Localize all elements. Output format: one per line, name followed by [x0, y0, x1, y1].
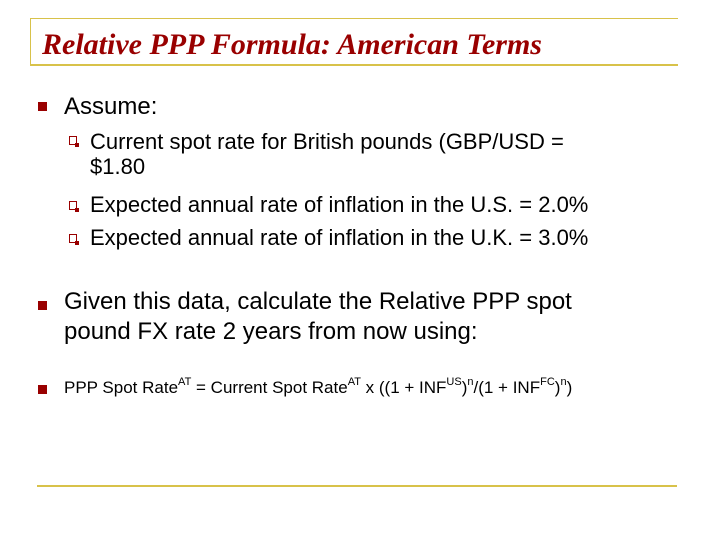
bottom-rule: [37, 485, 677, 487]
title-frame-left-rule: [30, 18, 31, 64]
ppp-formula: [64, 377, 572, 399]
formula-superscript: US: [446, 376, 462, 389]
formula-part: PPP Spot Rate: [64, 378, 179, 397]
bullet-square-icon: [38, 385, 47, 394]
formula-superscript: n: [467, 376, 474, 389]
formula-part: ): [566, 378, 573, 397]
formula-superscript: FC: [540, 376, 555, 389]
assume-text: Assume:: [64, 93, 158, 120]
slide-title: Relative PPP Formula: American Terms: [42, 28, 542, 61]
sub-bullet-icon: [69, 201, 77, 210]
bullet-square-icon: [38, 102, 47, 111]
formula-superscript: AT: [347, 376, 361, 389]
title-frame-top-rule: [30, 18, 678, 19]
formula-part: ): [554, 378, 561, 397]
sub-bullet-uk-inflation: Expected annual rate of inflation in the U.K. = 3.0%: [90, 225, 589, 250]
sub-bullet-spot-line2: $1.80: [90, 154, 146, 179]
formula-part: = Current Spot Rate: [191, 378, 348, 397]
given-text-line2: pound FX rate 2 years from now using:: [64, 318, 478, 345]
sub-bullet-icon: [69, 234, 77, 243]
sub-bullet-spot-line1: Current spot rate for British pounds (GBP/USD =: [90, 129, 564, 154]
formula-part: x ((1 + INF: [360, 378, 447, 397]
bullet-square-icon: [38, 301, 47, 310]
sub-bullet-icon: [69, 136, 77, 145]
formula-part: /(1 + INF: [473, 378, 541, 397]
sub-bullet-us-inflation: Expected annual rate of inflation in the U.S. = 2.0%: [90, 192, 589, 217]
title-underline: [30, 64, 678, 66]
given-text-line1: Given this data, calculate the Relative PPP spot: [64, 288, 572, 315]
formula-superscript: AT: [178, 376, 192, 389]
formula-superscript: n: [560, 376, 567, 389]
formula-part: ): [461, 378, 468, 397]
